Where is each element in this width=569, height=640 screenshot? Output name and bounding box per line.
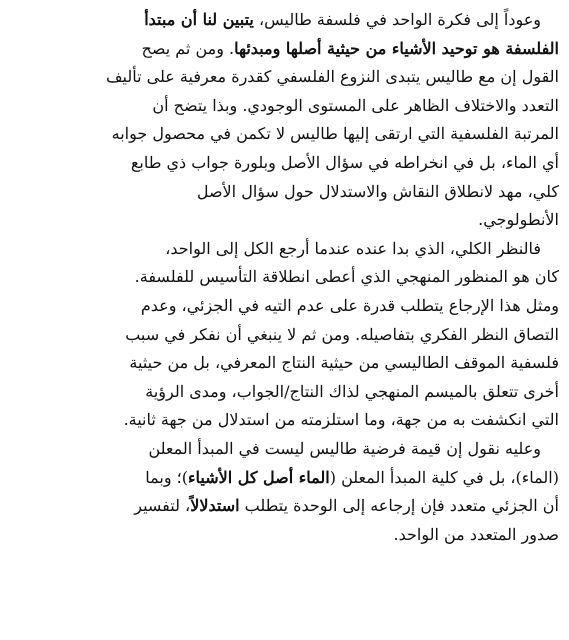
body-text: التصاق النظر الفكري بتفاصيله. ومن ثم لا ينبغي أن نفكر في سبب <box>125 324 559 344</box>
body-text: )؛ وبما <box>145 467 188 487</box>
text-line <box>10 292 559 321</box>
body-text: ومثل هذا الإرجاع يتطلب قدرة على عدم التيه في الجزئي، وعدم <box>140 295 559 315</box>
text-line <box>10 235 559 264</box>
text-line <box>10 35 559 64</box>
bold-text: الفلسفة هو توحيد الأشياء من حيثية أصلها ومبدئها <box>234 38 559 58</box>
body-text: المرتبة الفلسفية التي ارتقى إليها طاليس لا تكمن في محصول جوابه <box>111 124 559 144</box>
paragraph <box>10 235 559 435</box>
text-line <box>10 406 559 435</box>
body-text: القول إن مع طاليس يتبدى النزوع الفلسفي كقدرة معرفية على تأليف <box>105 67 559 87</box>
body-text: التي انكشفت به من جهة، وما استلزمته من استدلال من جهة ثانية. <box>123 410 559 430</box>
body-text: صدور المتعدد من الواحد. <box>393 524 559 544</box>
text-line <box>10 492 559 521</box>
body-text: أخرى تتعلق بالميسم المنهجي لذاك النتاج/الجواب، ومدى الرؤية <box>145 381 559 401</box>
paragraph <box>10 435 559 549</box>
body-text: التعدد والاختلاف الظاهر على المستوى الوجودي. وبذا يتضح أن <box>152 95 559 115</box>
text-line <box>10 349 559 378</box>
body-text: . ومن ثم يصح <box>141 38 235 58</box>
text-line <box>10 178 559 207</box>
text-line <box>10 92 559 121</box>
text-body <box>10 6 559 549</box>
text-line <box>10 63 559 92</box>
text-line <box>10 263 559 292</box>
text-line <box>10 120 559 149</box>
body-text: الأنطولوجي. <box>478 210 559 230</box>
body-text: وعوداً إلى فكرة الواحد في فلسفة طاليس، <box>253 10 541 29</box>
text-line <box>10 206 559 235</box>
text-line <box>10 149 559 178</box>
bold-text: الماء أصل كل الأشياء <box>187 467 330 487</box>
text-line <box>10 521 559 550</box>
body-text: فالنظر الكلي، الذي بدا عنده عندما أرجع الكل إلى الواحد، <box>165 238 541 258</box>
bold-text: يتبين لنا أن مبتدأ <box>144 10 254 29</box>
body-text: أي الماء، بل في انخراطه في سؤال الأصل وبلورة جواب ذي طابع <box>130 152 559 172</box>
body-text: كان هو المنظور المنهجي الذي أعطى انطلاقة التأسيس للفلسفة. <box>134 267 559 287</box>
text-line <box>10 378 559 407</box>
body-text: كلي، مهد لانطلاق النقاش والاستدلال حول سؤال الأصل <box>196 181 559 201</box>
text-line <box>10 6 559 35</box>
bold-text: استدلالاً <box>190 496 240 516</box>
body-text: فلسفية الموقف الطاليسي من حيثية النتاج المعرفي، بل من حيثية <box>129 353 559 373</box>
text-line <box>10 464 559 493</box>
body-text: ، لتفسير <box>134 496 191 516</box>
text-line <box>10 435 559 464</box>
text-line <box>10 321 559 350</box>
paragraph <box>10 6 559 235</box>
body-text: (الماء)، بل في كلية المبدأ المعلن ( <box>329 467 559 487</box>
body-text: أن الجزئي متعدد فإن إرجاعه إلى الوحدة يتطلب <box>239 496 559 516</box>
body-text: وعليه نقول إن قيمة فرضية طاليس ليست في المبدأ المعلن <box>148 438 541 458</box>
